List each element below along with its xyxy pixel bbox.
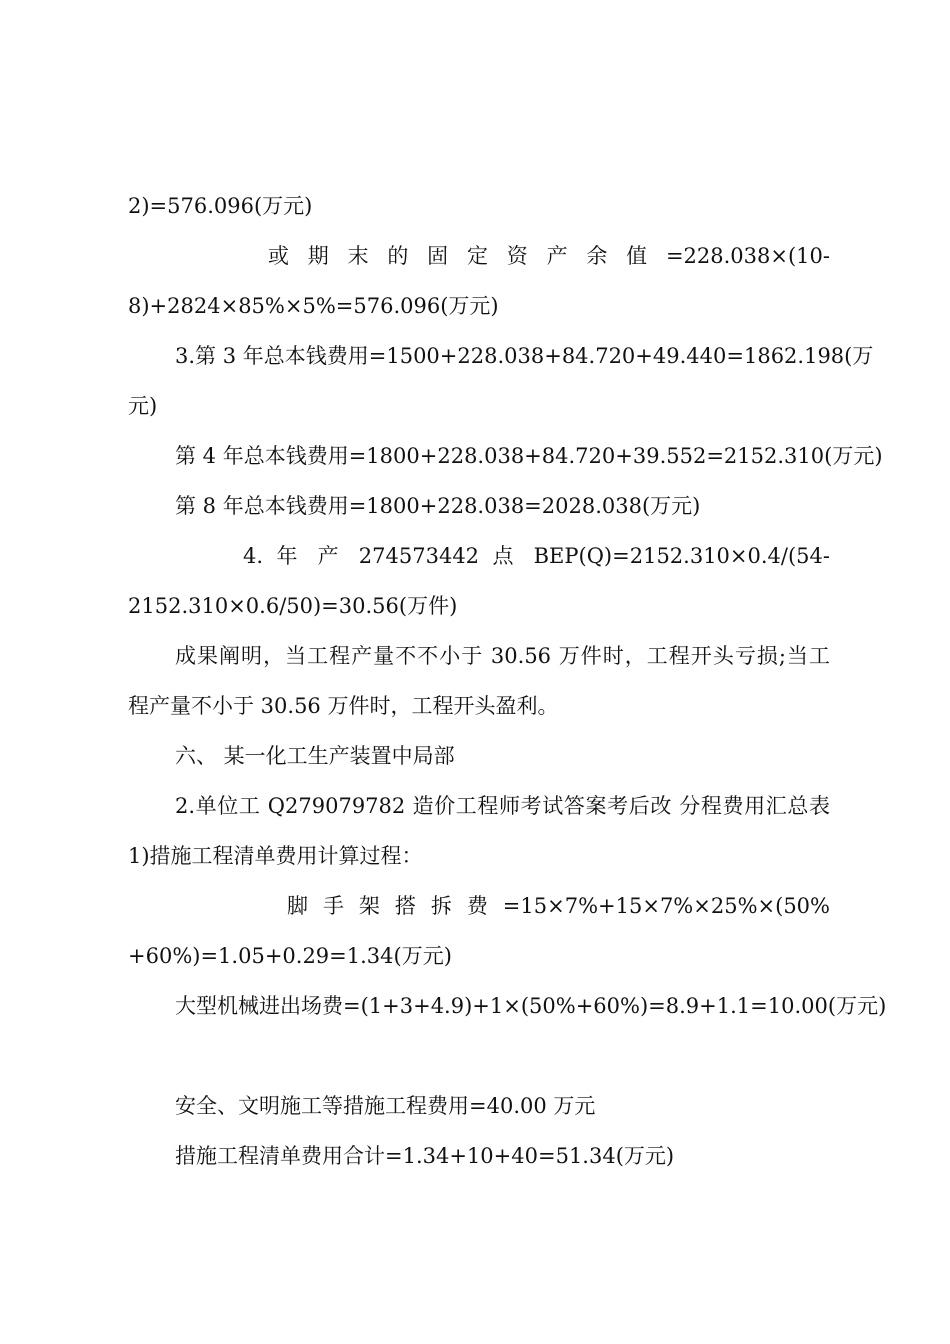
- text-line: 元): [128, 394, 158, 418]
- text-line: 安全、文明施工等措施工程费用=40.00 万元: [175, 1094, 596, 1118]
- text-line: 8)+2824×85%×5%=576.096(万元): [128, 294, 499, 318]
- text-line: 2)=576.096(万元): [128, 194, 313, 218]
- text-line: 1)措施工程清单费用计算过程：: [128, 844, 423, 868]
- section-heading: 六、 某一化工生产装置中局部: [175, 744, 455, 768]
- text-line: 4. 年 产 274573442 点 BEP(Q)=2152.310×0.4/(54-: [243, 544, 830, 568]
- text-line: 3.第 3 年总本钱费用=1500+228.038+84.720+49.440=1862.198(万: [175, 344, 874, 368]
- text-line: +60%)=1.05+0.29=1.34(万元): [128, 944, 452, 968]
- text-line: 或 期 末 的 固 定 资 产 余 值 =228.038×(10-: [268, 244, 830, 268]
- text-line: 第 4 年总本钱费用=1800+228.038+84.720+39.552=2152.310(万元): [175, 444, 883, 468]
- text-line: 措施工程清单费用合计=1.34+10+40=51.34(万元): [175, 1144, 675, 1168]
- text-line: 脚 手 架 搭 拆 费 =15×7%+15×7%×25%×(50%: [287, 894, 830, 918]
- text-line: 程产量不小于 30.56 万件时，工程开头盈利。: [128, 694, 559, 718]
- text-line: 第 8 年总本钱费用=1800+228.038=2028.038(万元): [175, 494, 701, 518]
- text-line: 2152.310×0.6/50)=30.56(万件): [128, 594, 458, 618]
- text-line: 2.单位工 Q279079782 造价工程师考试答案考后改 分程费用汇总表: [175, 794, 830, 818]
- text-line: 大型机械进出场费=(1+3+4.9)+1×(50%+60%)=8.9+1.1=10.00(万元): [175, 994, 887, 1018]
- text-line: 成果阐明，当工程产量不不小于 30.56 万件时，工程开头亏损;当工: [175, 644, 830, 668]
